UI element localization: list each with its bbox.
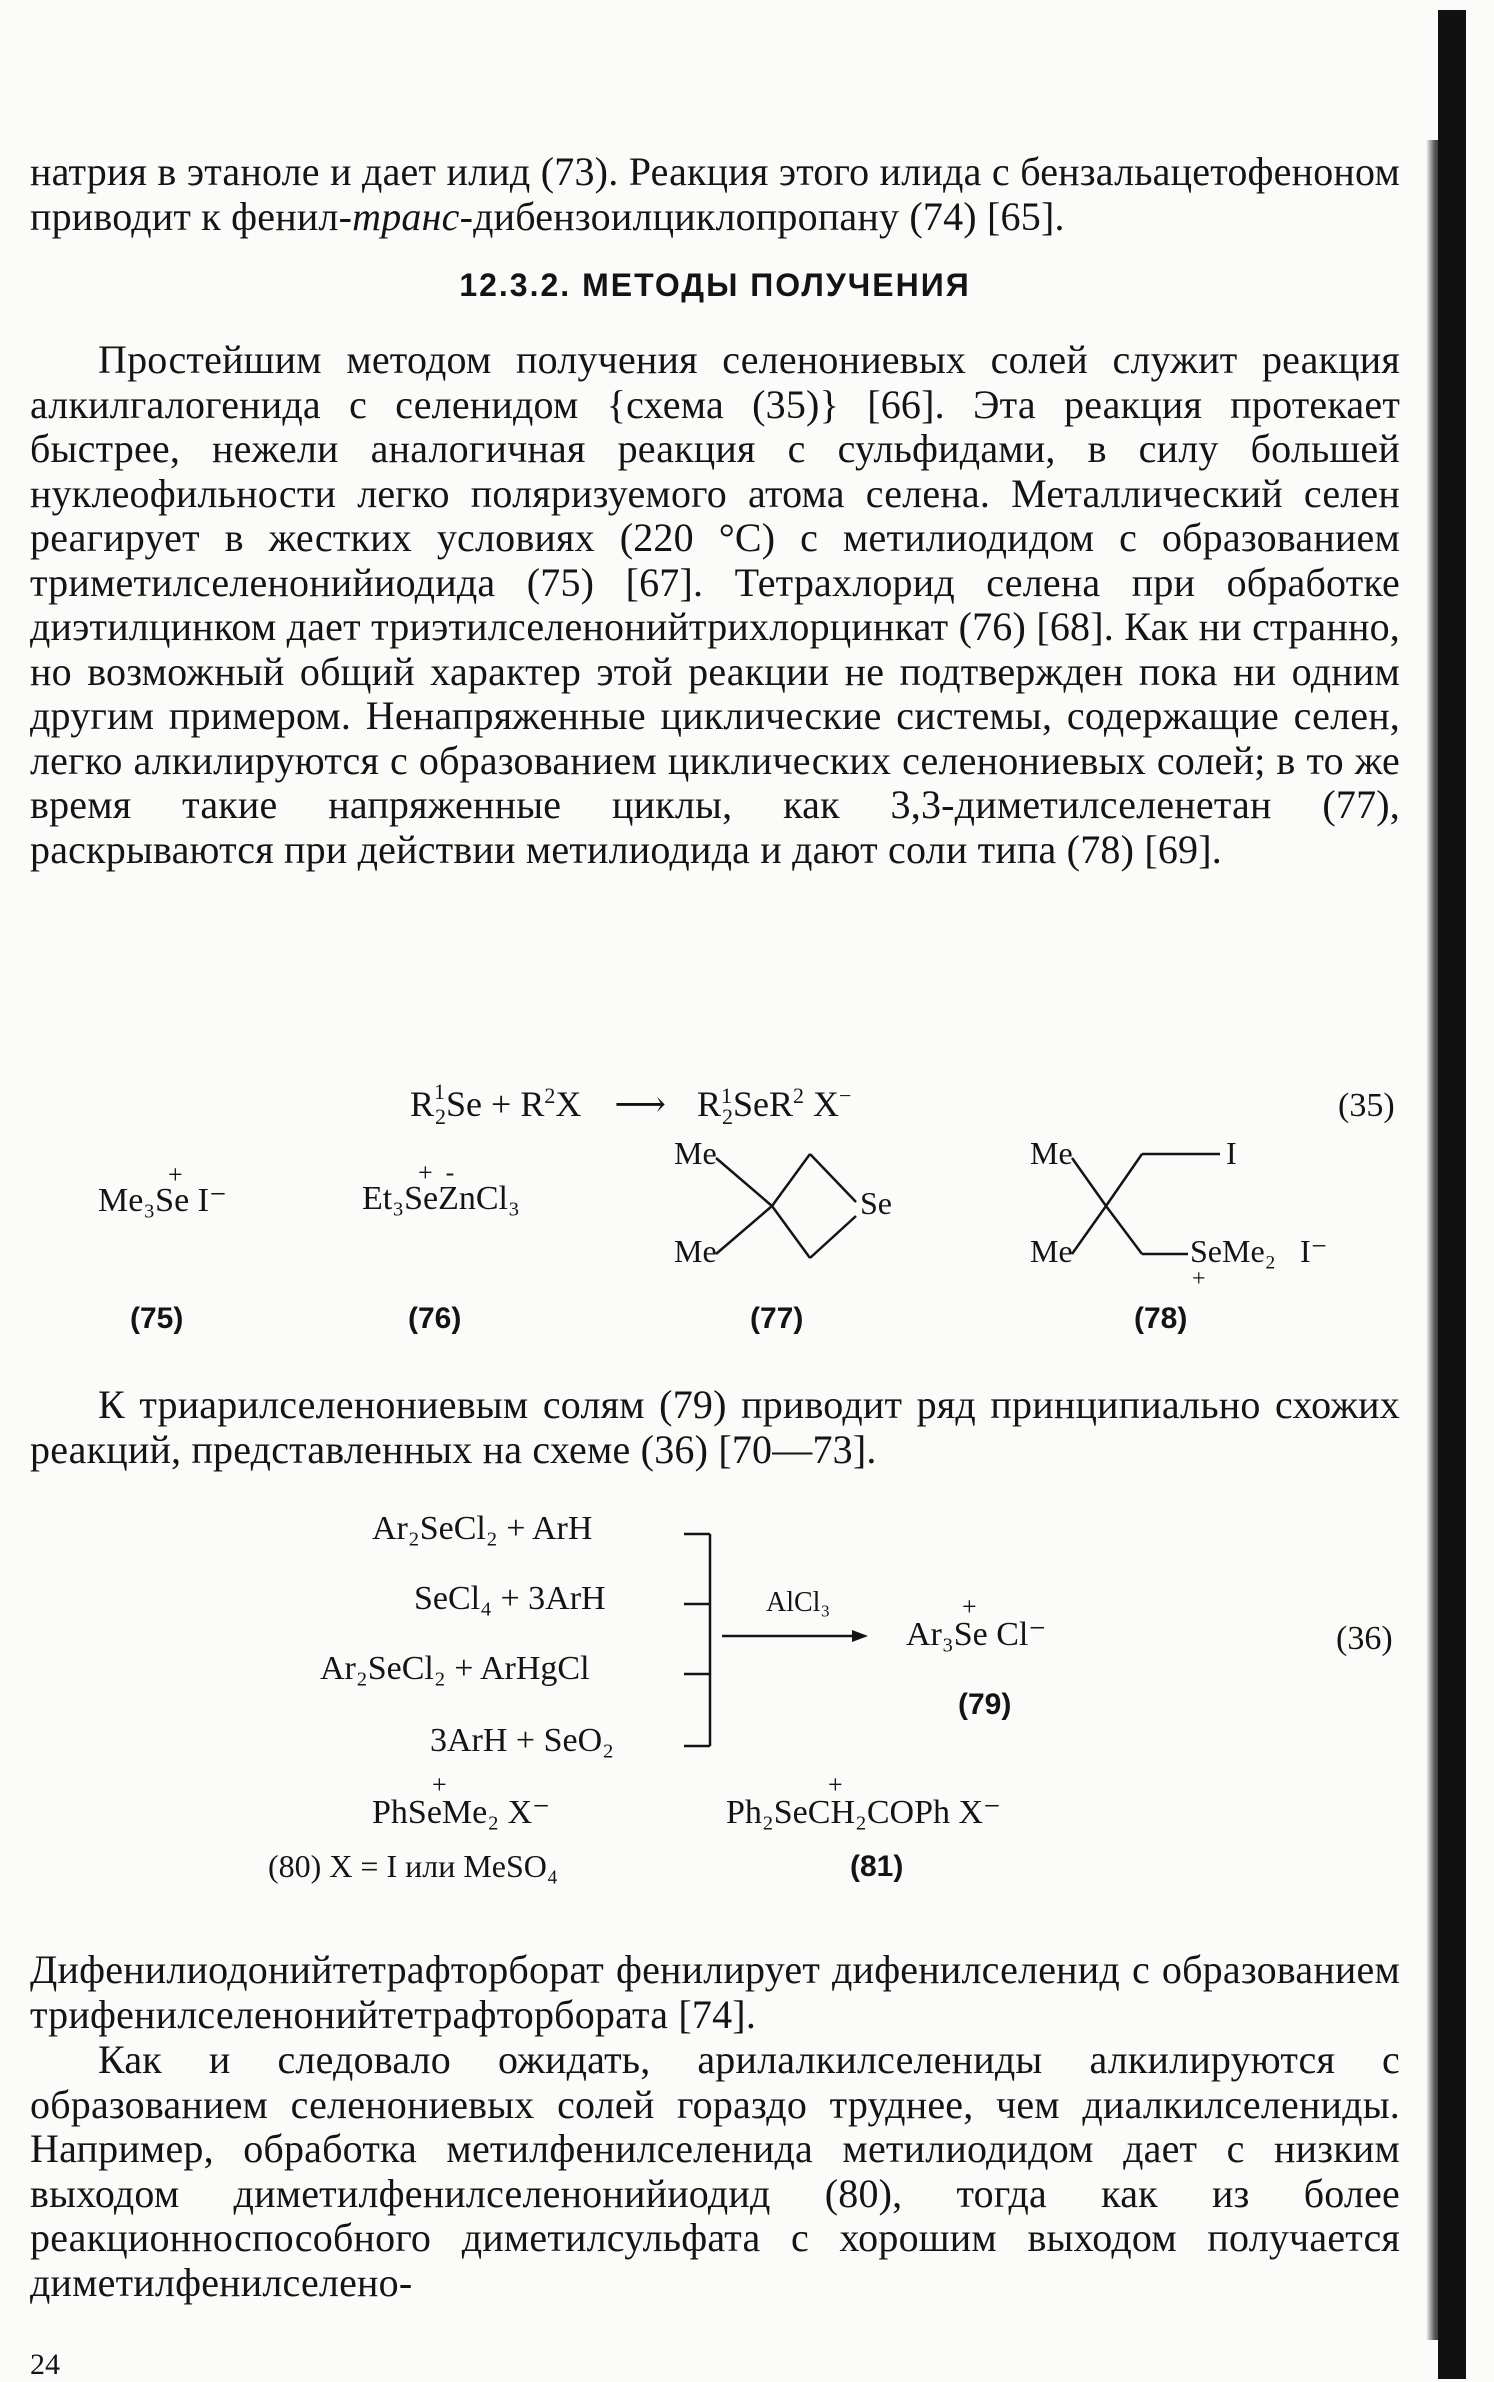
compound-81-formula: Ph₂SeCH₂COPh X⁻ <box>726 1794 1001 1831</box>
compound-76-label: (76) <box>408 1302 462 1335</box>
page-number: 24 <box>30 2348 60 2381</box>
paragraph-3: Дифенилиодонийтетрафторборат фенилирует дифенилселенид с образованием трифенилселенонийтетрафторбората [74]. <box>30 1947 1400 2037</box>
compound-77-structure <box>670 1130 910 1280</box>
compound-75-label: (75) <box>130 1302 184 1335</box>
scheme-36-product: Ar₃Se Cl⁻ <box>906 1616 1047 1653</box>
intro-text-b: -дибензоилциклопропану (74) [65]. <box>459 193 1065 239</box>
compound-76-charge: + - <box>418 1158 455 1187</box>
compound-80-charge: + <box>432 1770 447 1799</box>
intro-italic: транс <box>352 193 460 239</box>
compound-81-charge: + <box>828 1770 843 1799</box>
c77-me-top: Me <box>674 1135 717 1171</box>
scheme-36-reactant-1: Ar₂SeCl₂ + ArH <box>372 1510 593 1547</box>
c77-se: Se <box>860 1185 892 1221</box>
c78-me-top: Me <box>1030 1135 1073 1171</box>
scheme-36-product-label: (79) <box>958 1688 1012 1721</box>
scheme-36-reactant-2: SeCl₄ + 3ArH <box>414 1580 606 1617</box>
scheme-36-bracket-arrow <box>672 1520 892 1760</box>
page-edge-shadow <box>1426 140 1438 2340</box>
c78-me-bottom: Me <box>1030 1233 1073 1269</box>
compound-75-charge: + <box>168 1160 183 1189</box>
scheme-36-reactant-4: 3ArH + SeO₂ <box>430 1722 615 1759</box>
c77-me-bottom: Me <box>674 1233 717 1269</box>
scheme-36-catalyst: AlCl₃ <box>766 1587 831 1618</box>
c78-seme2: SeMe₂ <box>1190 1233 1276 1269</box>
scheme-36-product-charge: + <box>962 1592 977 1621</box>
compound-78-structure <box>1030 1130 1350 1290</box>
svg-text:+: + <box>1192 1266 1206 1292</box>
scheme-36-reactant-3: Ar₂SeCl₂ + ArHgCl <box>320 1650 590 1687</box>
intro-paragraph <box>30 150 1400 239</box>
page-edge-binding <box>1438 10 1466 2379</box>
page-body <box>30 150 1400 872</box>
compound-81-label: (81) <box>850 1850 904 1883</box>
scheme-35-number: (35) <box>1338 1087 1395 1124</box>
intro-text-a: натрия в этаноле и дает илид (73). Реакция этого илида с бензальацетофеноном приводит к фенил- <box>30 149 1400 239</box>
c78-iodine: I <box>1226 1135 1237 1171</box>
compound-75-formula: Me₃Se I⁻ <box>98 1182 227 1219</box>
paragraph-4: Как и следовало ожидать, арилалкилселениды алкилируются с образованием селенониевых солей гораздо труднее, чем диалкилселениды. Например, обработка метилфенилселенида метилиодидом дает с низким выходом диметилфенилселенонийиодид (80), тогда как из более реакционноспособного диметилсульфата с хорошим выходом получается диметилфенилселено- <box>30 2037 1400 2305</box>
compound-80-label: (80) X = I или MeSO₄ <box>268 1848 559 1884</box>
paragraph-2: К триарилселенониевым солям (79) приводит ряд принципиально схожих реакций, представленных на схеме (36) [70—73]. <box>30 1382 1400 1472</box>
paragraph-1: Простейшим методом получения селенониевых солей служит реакция алкилгалогенида с селенидом {схема (35)} [66]. Эта реакция протекает быстрее, нежели аналогичная реакция с сульфидами, в силу большей нуклеофильности легко поляризуемого атома селена. Металлический селен реагирует в жестких условиях (220 °C) с метилиодидом с образованием триметилселенонийиодида (75) [67]. Тетрахлорид селена при обработке диэтилцинком дает триэтилселенонийтрихлорцинкат (76) [68]. Как ни странно, но возможный общий характер этой реакции не подтвержден пока ни одним другим примером. Ненапряженные циклические системы, содержащие селен, легко алкилируются с образованием циклических селенониевых солей; в то же время такие напряженные циклы, как 3,3-диметилселенетан (77), раскрываются при действии метилиодида и дают соли типа (78) [69]. <box>30 337 1400 872</box>
compound-78-label: (78) <box>1134 1302 1188 1335</box>
c78-iodide: I⁻ <box>1300 1233 1328 1269</box>
compound-77-label: (77) <box>750 1302 804 1335</box>
section-heading: 12.3.2. МЕТОДЫ ПОЛУЧЕНИЯ <box>459 267 971 303</box>
compound-80-formula: PhSeMe₂ X⁻ <box>372 1794 551 1831</box>
compound-76-formula: Et₃SeZnCl₃ <box>362 1180 520 1217</box>
scheme-35-equation: $R^1_2Se + R^2X$ ⟶ $R^1_2SeR^2$ X− <box>410 1079 852 1130</box>
scheme-36-number: (36) <box>1336 1620 1393 1657</box>
